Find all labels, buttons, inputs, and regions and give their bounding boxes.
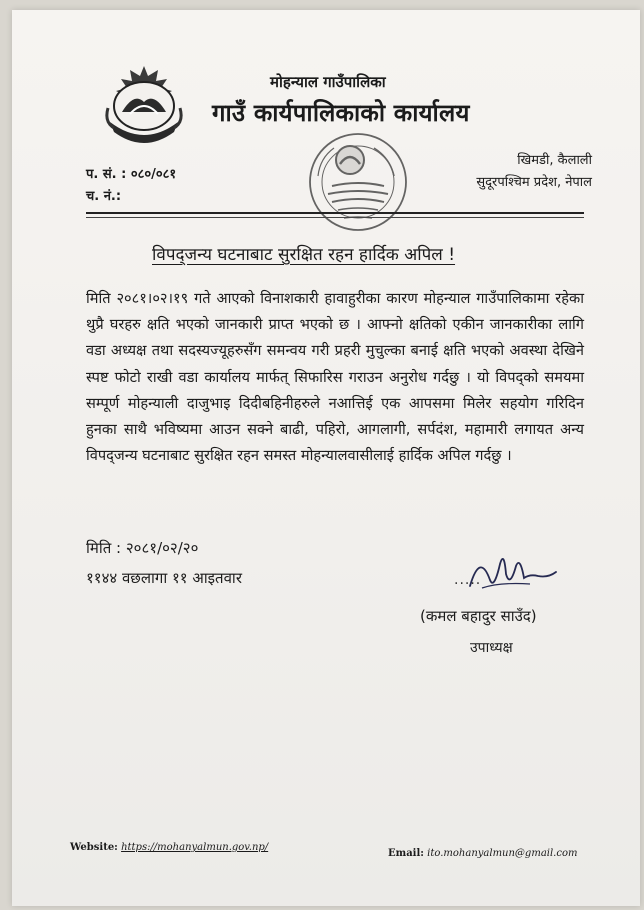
office-title: गाउँ कार्यपालिकाको कार्यालय (212, 99, 470, 127)
signatory-designation: उपाध्यक्ष (470, 640, 513, 656)
signatory-name: (कमल बहादुर साउँद) (420, 607, 537, 625)
office-seal-stamp-icon (304, 128, 412, 236)
notice-heading: विपद्जन्य घटनाबाट सुरक्षित रहन हार्दिक अपिल ! (152, 245, 456, 265)
email-label: Email: (388, 848, 424, 859)
dispatch-number: च. नं.: (86, 189, 122, 204)
nepal-emblem-icon (100, 62, 188, 148)
signature-dots: ..... (454, 572, 482, 588)
notice-date-alt: ११४४ वछलागा ११ आइतवार (86, 569, 242, 587)
header-rule (86, 212, 584, 214)
footer-website (70, 842, 268, 853)
footer-email (388, 848, 577, 859)
website-label: Website: (70, 842, 118, 853)
office-name: मोहन्याल गाउँपालिका (270, 73, 386, 91)
address-line-1: खिमडी, कैलाली (517, 153, 592, 168)
notice-date: मिति : २०८१/०२/२० (86, 539, 199, 557)
address-line-2: सुदूरपश्चिम प्रदेश, नेपाल (476, 175, 592, 190)
website-link[interactable]: https://mohanyalmun.gov.np/ (121, 842, 269, 853)
reference-number: प. सं. : ०८०/०८१ (86, 167, 177, 182)
email-link[interactable]: ito.mohanyalmun@gmail.com (427, 848, 578, 859)
header-rule-thin (86, 217, 584, 218)
notice-body: मिति २०८१।०२।१९ गते आएको विनाशकारी हावाहुरीका कारण मोहन्याल गाउँपालिकामा रहेका थुप्रै घरहरु क्षति भएको जानकारी प्राप्त भएको छ । आफ्नो क्षतिको एकीन जानकारीका लागि वडा अध्यक्ष तथा सदस्यज्यूहरुसँग समन्वय गरी प्रहरी मुचुल्का बनाई क्षति भएको अवस्था देखिने स्पष्ट फोटो राखी वडा कार्यालय मार्फत् सिफारिस गराउन अनुरोध गर्दछु । यो विपद्को समयमा सम्पूर्ण मोहन्याली दाजुभाइ दिदीबहिनीहरुले नआत्तिई एक आपसमा मिलेर सहयोग गरिदिन हुनका साथै भविष्यमा आउन सक्ने बाढी, पहिरो, आगलागी, सर्पदंश, महामारी लगायत अन्य विपद्जन्य घटनाबाट सुरक्षित रहन समस्त मोहन्यालवासीलाई हार्दिक अपिल गर्दछु । (86, 290, 584, 465)
letter-page (12, 10, 640, 906)
